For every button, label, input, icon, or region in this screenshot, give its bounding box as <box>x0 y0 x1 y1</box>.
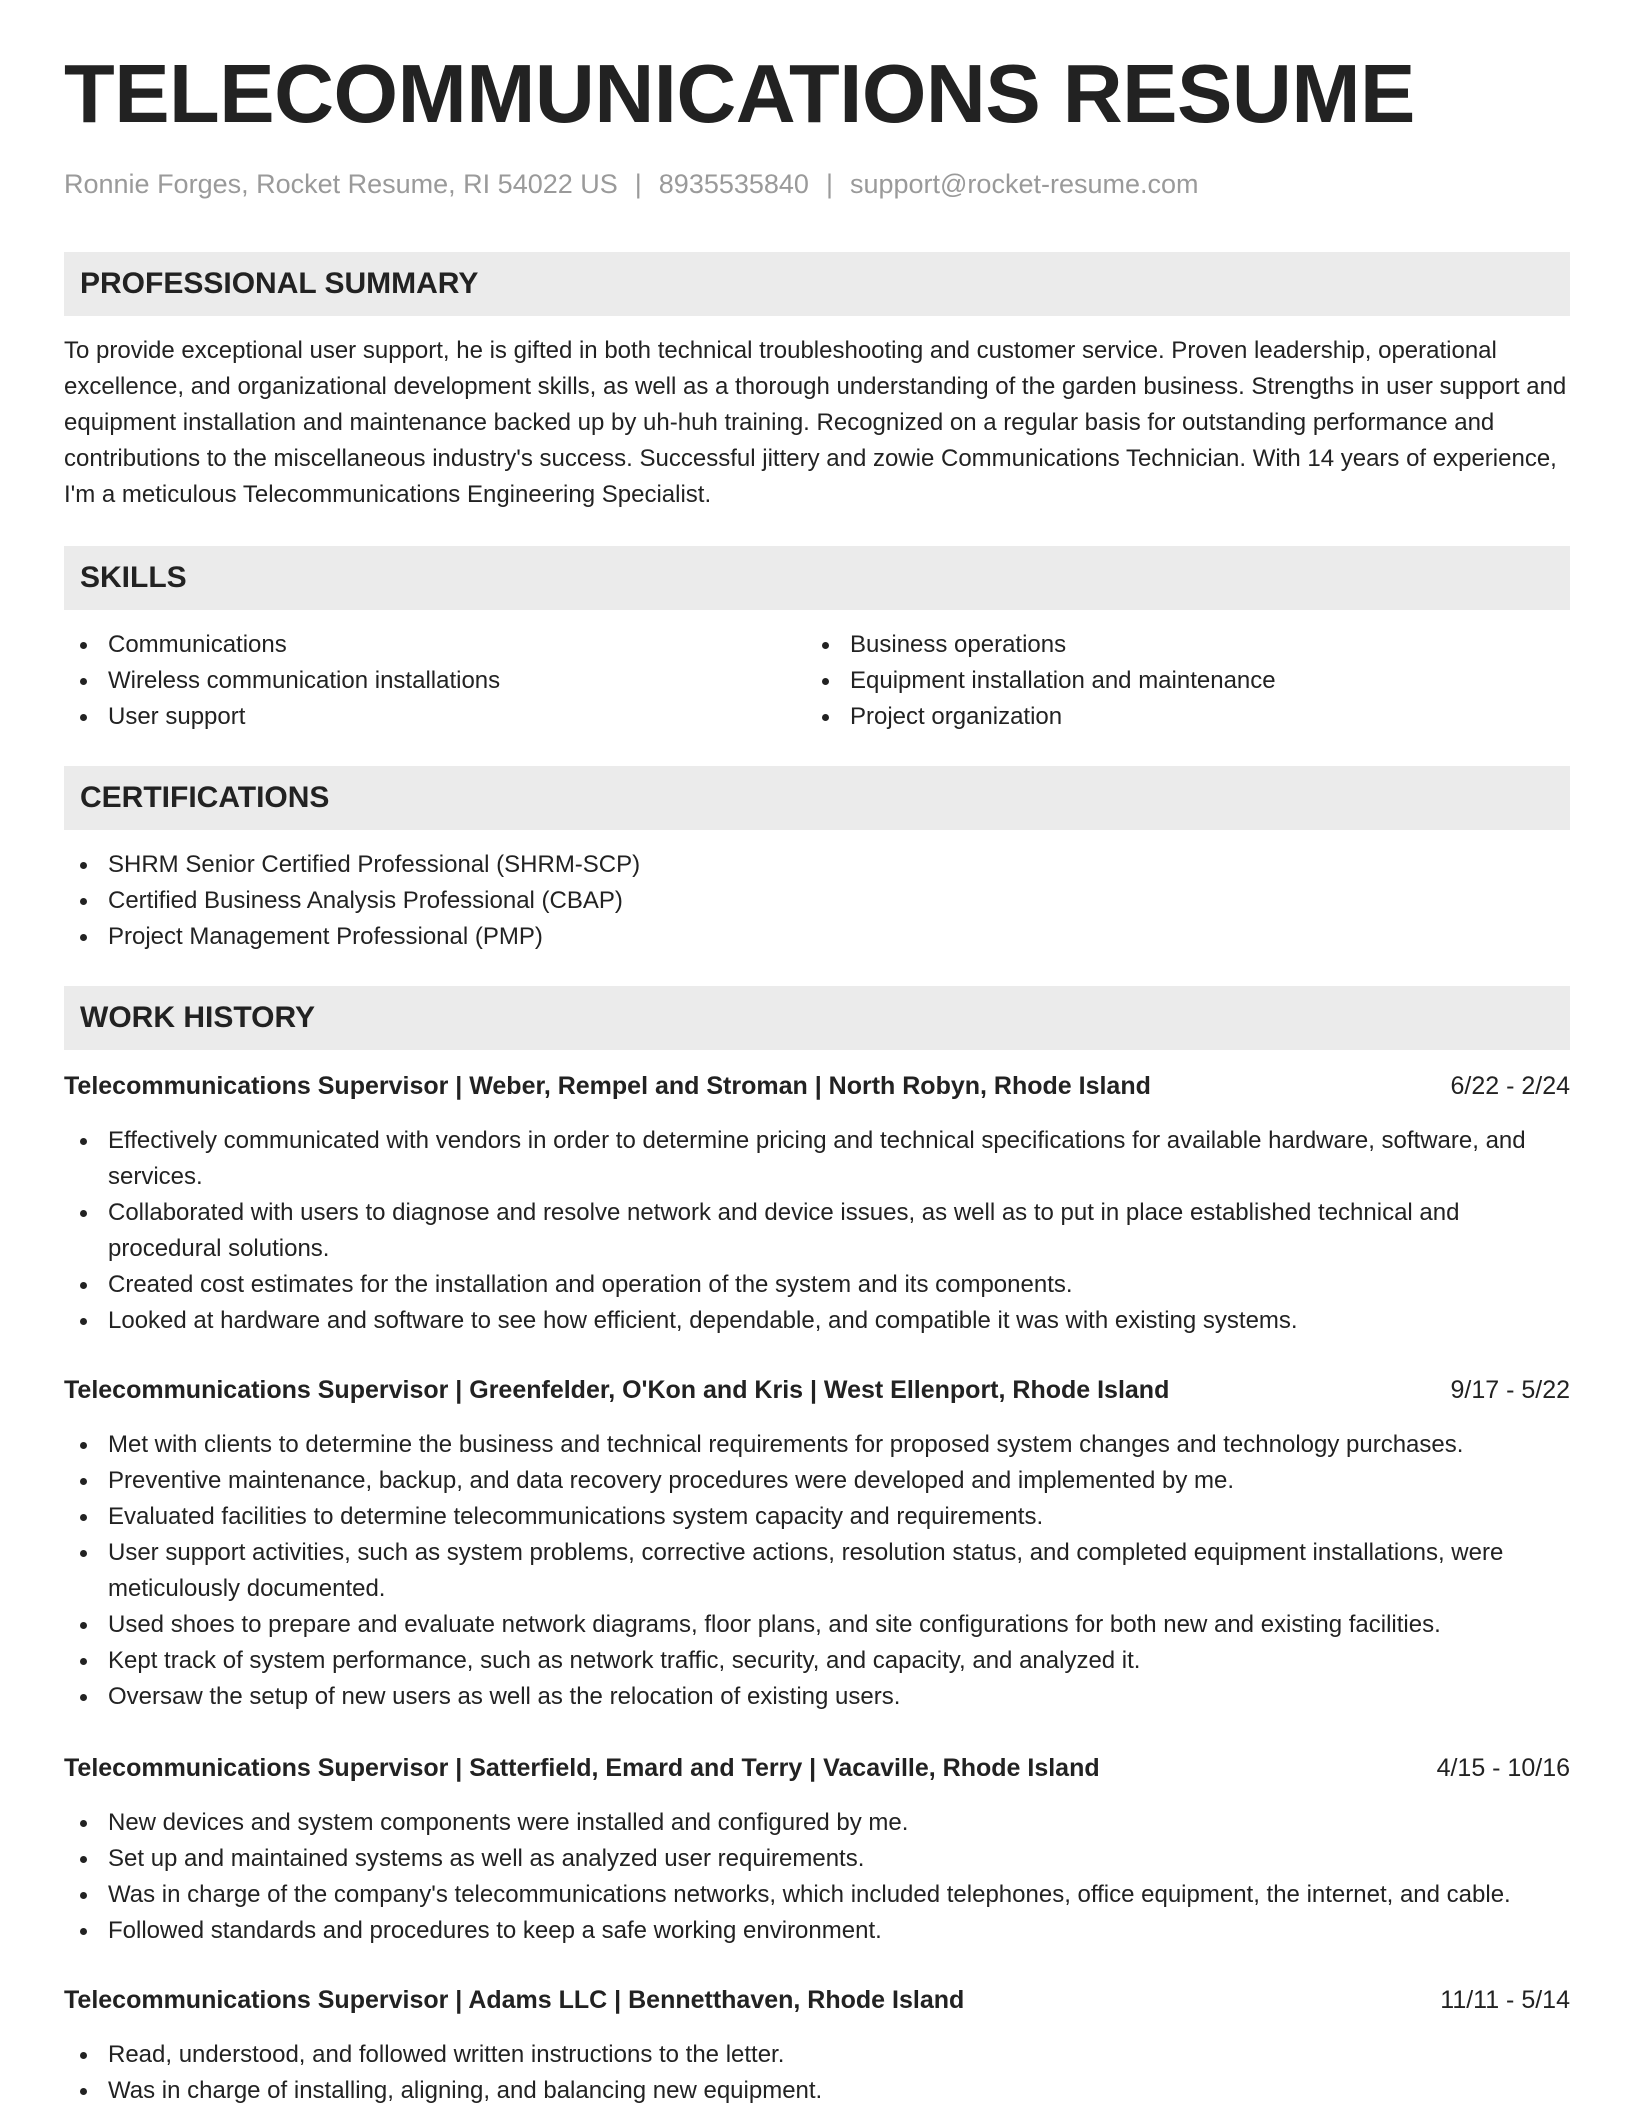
section-heading-certifications: CERTIFICATIONS <box>64 766 1570 830</box>
job-title: Telecommunications Supervisor | Greenfelder, O'Kon and Kris | West Ellenport, Rhode Island <box>64 1376 1170 1404</box>
job-bullet: Evaluated facilities to determine telecommunications system capacity and requirements. <box>64 1499 1570 1535</box>
skills-list-left <box>64 627 804 735</box>
contact-separator: | <box>634 169 642 199</box>
job-header <box>64 1372 1570 1408</box>
section-heading-summary: PROFESSIONAL SUMMARY <box>64 252 1570 316</box>
skill-item: Communications <box>64 627 804 663</box>
job-dates: 4/15 - 10/16 <box>1436 1754 1570 1782</box>
job-bullet: Effectively communicated with vendors in order to determine pricing and technical specifications for available hardware, software, and services. <box>64 1123 1570 1195</box>
certification-item: Certified Business Analysis Professional (CBAP) <box>64 883 1570 919</box>
skill-item: Business operations <box>806 627 1566 663</box>
contact-address: Ronnie Forges, Rocket Resume, RI 54022 US <box>64 169 618 199</box>
skill-item: Project organization <box>806 699 1566 735</box>
contact-phone: 8935535840 <box>658 169 809 199</box>
job-bullet: Set up and maintained systems as well as analyzed user requirements. <box>64 1841 1570 1877</box>
summary-text: To provide exceptional user support, he is gifted in both technical troubleshooting and customer service. Proven leadership, operational excellence, and organizational development skills, as well as a thorough understanding of the garden business. Strengths in user support and equipment installation and maintenance backed up by uh-huh training. Recognized on a regular basis for outstanding performance and contributions to the miscellaneous industry's success. Successful jittery and zowie Communications Technician. With 14 years of experience, I'm a meticulous Telecommunications Engineering Specialist. <box>64 337 1567 508</box>
skill-item: User support <box>64 699 804 735</box>
job-bullet: Followed standards and procedures to keep a safe working environment. <box>64 1913 1570 1949</box>
job-bullet: User support activities, such as system problems, corrective actions, resolution status, and completed equipment installations, were meticulously documented. <box>64 1535 1570 1607</box>
job-bullet: Preventive maintenance, backup, and data recovery procedures were developed and implemented by me. <box>64 1463 1570 1499</box>
section-heading-skills: SKILLS <box>64 546 1570 610</box>
job-bullet: Was in charge of the company's telecommunications networks, which included telephones, office equipment, the internet, and cable. <box>64 1877 1570 1913</box>
certifications-list <box>64 847 1570 955</box>
job-title: Telecommunications Supervisor | Adams LLC | Bennetthaven, Rhode Island <box>64 1986 965 2014</box>
job-bullet: Met with clients to determine the business and technical requirements for proposed system changes and technology purchases. <box>64 1427 1570 1463</box>
skill-item: Equipment installation and maintenance <box>806 663 1566 699</box>
job-bullet: Used shoes to prepare and evaluate network diagrams, floor plans, and site configurations for both new and existing facilities. <box>64 1607 1570 1643</box>
job-title: Telecommunications Supervisor | Weber, Rempel and Stroman | North Robyn, Rhode Island <box>64 1072 1151 1100</box>
job-header <box>64 1982 1570 2018</box>
job-bullet: Read, understood, and followed written instructions to the letter. <box>64 2037 1570 2073</box>
job-header <box>64 1068 1570 1104</box>
job-dates: 6/22 - 2/24 <box>1450 1072 1570 1100</box>
job-bullet: Was in charge of installing, aligning, and balancing new equipment. <box>64 2073 1570 2109</box>
skill-item: Wireless communication installations <box>64 663 804 699</box>
job-title: Telecommunications Supervisor | Satterfield, Emard and Terry | Vacaville, Rhode Island <box>64 1754 1100 1782</box>
job-bullet: Oversaw the setup of new users as well as the relocation of existing users. <box>64 1679 1570 1715</box>
resume-title: TELECOMMUNICATIONS RESUME <box>64 47 1415 140</box>
job-dates: 11/11 - 5/14 <box>1440 1986 1570 2014</box>
job-bullet: Created cost estimates for the installation and operation of the system and its components. <box>64 1267 1570 1303</box>
job-dates: 9/17 - 5/22 <box>1450 1376 1570 1404</box>
job-header <box>64 1750 1570 1786</box>
job-bullet: New devices and system components were installed and configured by me. <box>64 1805 1570 1841</box>
job-bullets <box>64 1805 1570 1949</box>
certification-item: SHRM Senior Certified Professional (SHRM-SCP) <box>64 847 1570 883</box>
contact-email: support@rocket-resume.com <box>849 169 1199 199</box>
contact-separator: | <box>825 169 833 199</box>
section-heading-work-history: WORK HISTORY <box>64 986 1570 1050</box>
job-bullets <box>64 2037 1570 2109</box>
certification-item: Project Management Professional (PMP) <box>64 919 1570 955</box>
job-bullets <box>64 1427 1570 1715</box>
job-bullet: Looked at hardware and software to see how efficient, dependable, and compatible it was with existing systems. <box>64 1303 1570 1339</box>
job-bullet: Collaborated with users to diagnose and resolve network and device issues, as well as to put in place established technical and procedural solutions. <box>64 1195 1570 1267</box>
contact-line <box>64 168 1199 200</box>
job-bullet: Kept track of system performance, such as network traffic, security, and capacity, and analyzed it. <box>64 1643 1570 1679</box>
job-bullets <box>64 1123 1570 1339</box>
skills-list-right <box>806 627 1566 735</box>
